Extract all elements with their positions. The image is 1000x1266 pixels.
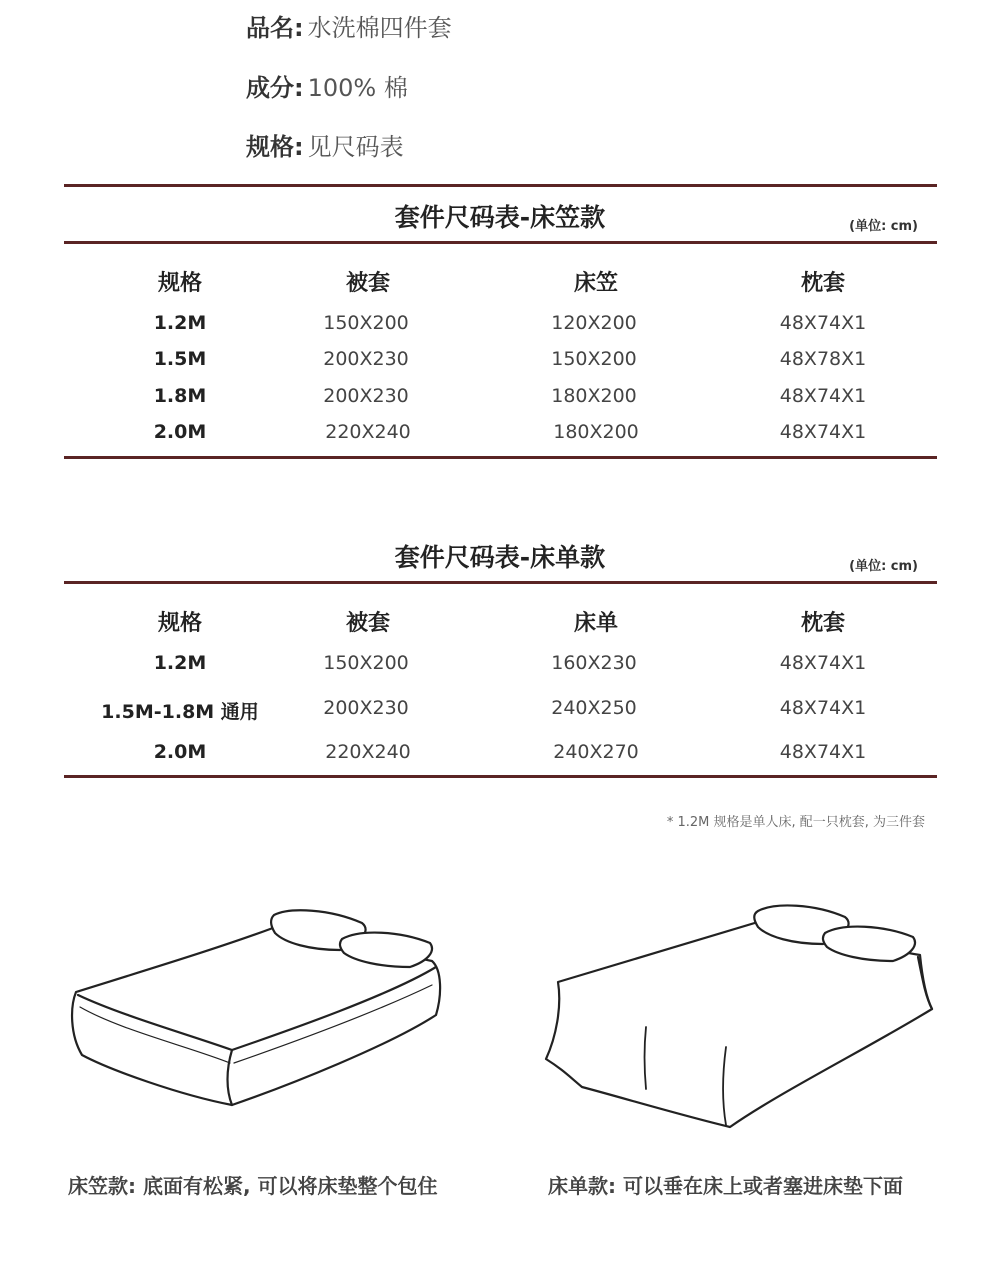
fitted-header-fitted-sheet: 床笠 (573, 271, 619, 296)
flat-row-1-sheet: 160X230 (551, 652, 637, 674)
flat-row-3-sheet: 240X270 (553, 741, 639, 763)
product-name-row (246, 8, 452, 43)
fitted-sheet-bed-illustration (60, 895, 460, 1120)
flat-header-pillowcase: 枕套 (800, 611, 846, 636)
fitted-table-bottom-rule (64, 456, 937, 459)
product-spec-value: 见尺码表 (307, 133, 404, 161)
flat-row-2-duvet: 200X230 (323, 697, 409, 719)
fitted-table-title: 套件尺码表-床笠款 (394, 203, 606, 232)
fitted-table-header-rule (64, 241, 937, 244)
fitted-row-1-sheet: 120X200 (551, 312, 637, 334)
fitted-row-1-duvet: 150X200 (323, 312, 409, 334)
fitted-row-3-size: 1.8M (153, 385, 207, 407)
product-name-label: 品名: (246, 14, 304, 42)
fitted-sheet-caption: 床笠款: 底面有松紧, 可以将床垫整个包住 (68, 1174, 438, 1198)
fitted-row-2-pillow: 48X78X1 (779, 348, 867, 370)
flat-table-unit: (单位: cm) (849, 559, 918, 574)
flat-row-3-duvet: 220X240 (325, 741, 411, 763)
fitted-header-pillowcase: 枕套 (800, 271, 846, 296)
flat-sheet-caption: 床单款: 可以垂在床上或者塞进床垫下面 (548, 1174, 903, 1198)
fitted-row-2-duvet: 200X230 (323, 348, 409, 370)
single-bed-note: * 1.2M 规格是单人床, 配一只枕套, 为三件套 (666, 815, 925, 830)
fitted-header-size: 规格 (157, 271, 203, 296)
flat-table-title: 套件尺码表-床单款 (394, 543, 606, 572)
flat-row-2-sheet: 240X250 (551, 697, 637, 719)
fitted-row-4-size: 2.0M (153, 421, 207, 443)
product-material-value: 100% 棉 (307, 74, 408, 102)
fitted-row-2-sheet: 150X200 (551, 348, 637, 370)
fitted-row-4-pillow: 48X74X1 (779, 421, 867, 443)
flat-row-3-size: 2.0M (153, 741, 207, 763)
flat-table-bottom-rule (64, 775, 937, 778)
fitted-row-3-pillow: 48X74X1 (779, 385, 867, 407)
product-material-label: 成分: (246, 74, 304, 102)
flat-row-2-pillow: 48X74X1 (779, 697, 867, 719)
fitted-table-top-rule (64, 184, 937, 187)
fitted-row-4-sheet: 180X200 (553, 421, 639, 443)
fitted-row-3-duvet: 200X230 (323, 385, 409, 407)
flat-row-1-size: 1.2M (153, 652, 207, 674)
flat-table-header-rule (64, 581, 937, 584)
flat-header-flat-sheet: 床单 (573, 611, 619, 636)
flat-row-1-duvet: 150X200 (323, 652, 409, 674)
product-spec-row (246, 127, 404, 162)
fitted-header-duvet: 被套 (345, 271, 391, 296)
flat-header-size: 规格 (157, 611, 203, 636)
fitted-row-1-pillow: 48X74X1 (779, 312, 867, 334)
product-material-row (246, 68, 408, 103)
fitted-table-unit: (单位: cm) (849, 219, 918, 234)
fitted-row-2-size: 1.5M (153, 348, 207, 370)
product-name-value: 水洗棉四件套 (307, 14, 452, 42)
fitted-row-4-duvet: 220X240 (325, 421, 411, 443)
flat-sheet-bed-illustration (540, 897, 940, 1137)
fitted-row-3-sheet: 180X200 (551, 385, 637, 407)
product-spec-label: 规格: (246, 133, 304, 161)
flat-header-duvet: 被套 (345, 611, 391, 636)
flat-row-1-pillow: 48X74X1 (779, 652, 867, 674)
flat-row-2-size: 1.5M-1.8M 通用 (101, 701, 259, 723)
fitted-row-1-size: 1.2M (153, 312, 207, 334)
flat-row-3-pillow: 48X74X1 (779, 741, 867, 763)
